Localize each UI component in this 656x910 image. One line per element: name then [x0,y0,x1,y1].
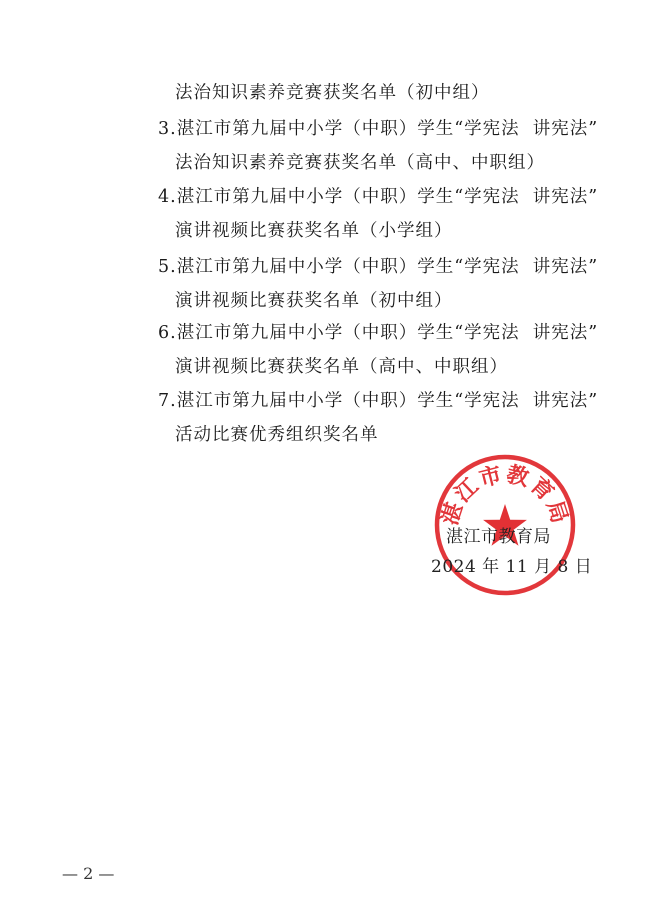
attachment-line-4-cont: 演讲视频比赛获奖名单（小学组） [175,221,453,241]
attachment-line-7-cont: 活动比赛优秀组织奖名单 [175,425,379,445]
attachment-item-4: 4.湛江市第九届中小学（中职）学生“学宪法 讲宪法” [158,187,599,207]
bleed-through-mark: ​ [168,462,171,484]
attachment-line-3-cont: 法治知识素养竞赛获奖名单（高中、中职组） [175,153,545,173]
issuing-organization: 湛江市教育局 [446,527,551,547]
svg-text:湛江市教育局: 湛江市教育局 [436,461,574,529]
attachment-item-5: 5.湛江市第九届中小学（中职）学生“学宪法 讲宪法” [158,257,599,277]
page-number: — 2 — [62,864,115,883]
issue-date: 2024 年 11 月 8 日 [431,557,593,577]
attachment-line-2-cont: 法治知识素养竞赛获奖名单（初中组） [175,83,490,103]
attachment-item-7: 7.湛江市第九届中小学（中职）学生“学宪法 讲宪法” [158,391,599,411]
attachment-item-3: 3.湛江市第九届中小学（中职）学生“学宪法 讲宪法” [158,119,599,139]
attachment-line-5-cont: 演讲视频比赛获奖名单（初中组） [175,291,453,311]
attachment-item-6: 6.湛江市第九届中小学（中职）学生“学宪法 讲宪法” [158,323,599,343]
attachment-line-6-cont: 演讲视频比赛获奖名单（高中、中职组） [175,357,508,377]
